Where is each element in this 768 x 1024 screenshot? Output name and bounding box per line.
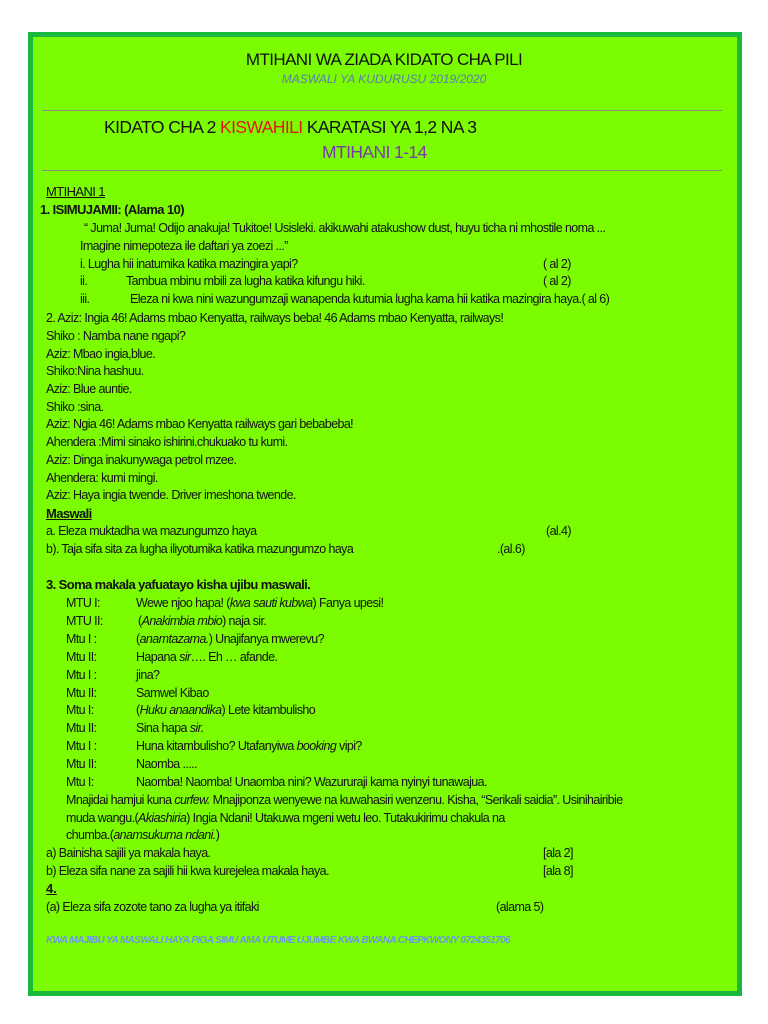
exam-title: MTIHANI WA ZIADA KIDATO CHA PILI bbox=[245, 50, 523, 69]
divider-bottom bbox=[42, 170, 722, 171]
paragraph-line: Mnajidai hamjui kuna curfew. Mnajiponza wenyewe na kuwahasiri wenzenu. Kisha, “Serikali saidia”. Usinihairibie bbox=[66, 793, 623, 807]
q4-a-marks: (alama 5) bbox=[496, 900, 544, 914]
q2-line: Aziz: Blue auntie. bbox=[46, 382, 132, 396]
dialogue-line: Huna kitambulisho? Utafanyiwa booking vipi? bbox=[136, 739, 362, 753]
q1-i: i. Lugha hii inatumika katika mazingira yapi? bbox=[80, 257, 298, 271]
footer-contact: KWA MAJIBU YA MASWALI HAYA PIGA SIMU AMA UTUME UJUMBE KWA BWANA CHEPKWONY 0724351706 bbox=[46, 935, 511, 946]
q1-iii: Eleza ni kwa nini wazungumzaji wanapenda kutumia lugha kama hii katika mazingira haya.( al 6) bbox=[130, 292, 610, 306]
q3-b: b) Eleza sifa nane za sajili hii kwa kurejelea makala haya. bbox=[46, 864, 329, 878]
q2-line: Ahendera :Mimi sinako ishirini.chukuako tu kumi. bbox=[46, 435, 288, 449]
dialogue-line: Wewe njoo hapa! (kwa sauti kubwa) Fanya upesi! bbox=[136, 596, 384, 610]
q3-title: 3. Soma makala yafuatayo kisha ujibu maswali. bbox=[46, 577, 311, 592]
section-heading: MTIHANI 1 bbox=[46, 184, 105, 199]
q2-line: Shiko :sina. bbox=[46, 400, 104, 414]
q4-number: 4. bbox=[46, 881, 57, 896]
speaker: Mtu I : bbox=[66, 632, 97, 646]
q2-line: Aziz: Dinga inakunywaga petrol mzee. bbox=[46, 453, 237, 467]
dialogue-line: Naomba ..... bbox=[136, 757, 197, 771]
dialogue-line: (Anakimbia mbio) naja sir. bbox=[138, 614, 267, 628]
dialogue-line: Naomba! Naomba! Unaomba nini? Wazururaji kama nyinyi tunawajua. bbox=[136, 775, 487, 789]
dialogue-line: (Huku anaandika) Lete kitambulisho bbox=[136, 703, 316, 717]
q3-b-marks: [ala 8] bbox=[543, 864, 573, 878]
dialogue-line: Samwel Kibao bbox=[136, 686, 209, 700]
dialogue-line: (anamtazama.) Unajifanya mwerevu? bbox=[136, 632, 324, 646]
speaker: Mtu II: bbox=[66, 686, 97, 700]
exam-subtitle: MASWALI YA KUDURUSU 2019/2020 bbox=[281, 72, 487, 86]
divider-top bbox=[42, 110, 722, 111]
speaker: Mtu I: bbox=[66, 703, 94, 717]
q2-line: Ahendera: kumi mingi. bbox=[46, 471, 158, 485]
paper-label: KARATASI YA 1,2 NA 3 bbox=[306, 117, 477, 137]
maswali-heading: Maswali bbox=[46, 506, 92, 521]
q2-line: Aziz: Ngia 46! Adams mbao Kenyatta railways gari bebabeba! bbox=[46, 417, 354, 431]
q1-iii-number: iii. bbox=[80, 292, 90, 306]
q2-b: b). Taja sifa sita za lugha iliyotumika katika mazungumzo haya bbox=[46, 542, 354, 556]
q1-quote-line1: “ Juma! Juma! Odijo anakuja! Tukitoe! Usisleki. akikuwahi atakushow dust, huyu ticha ni mhostile noma ... bbox=[84, 221, 606, 235]
speaker: MTU I: bbox=[66, 596, 100, 610]
q1-ii: Tambua mbinu mbili za lugha katika kifungu hiki. bbox=[126, 274, 365, 288]
dialogue-line: Hapana sir…. Eh … afande. bbox=[136, 650, 278, 664]
q2-line: Aziz: Mbao ingia,blue. bbox=[46, 347, 156, 361]
speaker: Mtu I : bbox=[66, 739, 97, 753]
q2-b-marks: .(al.6) bbox=[497, 542, 525, 556]
paragraph-line: muda wangu.(Akiashiria) Ingia Ndani! Utakuwa mgeni wetu leo. Tutakukirimu chakula na bbox=[66, 811, 505, 825]
q2-a: a. Eleza muktadha wa mazungumzo haya bbox=[46, 524, 257, 538]
speaker: Mtu II: bbox=[66, 757, 97, 771]
class-label: KIDATO CHA 2 bbox=[104, 117, 216, 137]
q4-a: (a) Eleza sifa zozote tano za lugha ya itifaki bbox=[46, 900, 259, 914]
speaker: Mtu I : bbox=[66, 668, 97, 682]
q2-line: Aziz: Haya ingia twende. Driver imeshona twende. bbox=[46, 488, 296, 502]
q2-line: 2. Aziz: Ingia 46! Adams mbao Kenyatta, railways beba! 46 Adams mbao Kenyatta, railways! bbox=[46, 311, 504, 325]
q2-a-marks: (al.4) bbox=[546, 524, 571, 538]
speaker: Mtu II: bbox=[66, 650, 97, 664]
dialogue-line: Sina hapa sir. bbox=[136, 721, 204, 735]
exam-range: MTIHANI 1-14 bbox=[322, 142, 427, 162]
q1-ii-number: ii. bbox=[80, 274, 88, 288]
q2-line: Shiko:Nina hashuu. bbox=[46, 364, 144, 378]
q1-title: 1. ISIMUJAMII: (Alama 10) bbox=[40, 202, 184, 217]
q3-a-marks: [ala 2] bbox=[543, 846, 573, 860]
speaker: Mtu I: bbox=[66, 775, 94, 789]
speaker: Mtu II: bbox=[66, 721, 97, 735]
paragraph-line: chumba.(anamsukuma ndani.) bbox=[66, 828, 220, 842]
q1-quote-line2: Imagine nimepoteza ile daftari ya zoezi ...” bbox=[80, 239, 288, 253]
q1-i-marks: ( al 2) bbox=[543, 257, 571, 271]
speaker: MTU II: bbox=[66, 614, 103, 628]
dialogue-line: jina? bbox=[136, 668, 160, 682]
subject-label: KISWAHILI bbox=[220, 117, 303, 137]
paper-line bbox=[104, 117, 476, 138]
q2-line: Shiko : Namba nane ngapi? bbox=[46, 329, 186, 343]
q3-a: a) Bainisha sajili ya makala haya. bbox=[46, 846, 211, 860]
q1-ii-marks: ( al 2) bbox=[543, 274, 571, 288]
